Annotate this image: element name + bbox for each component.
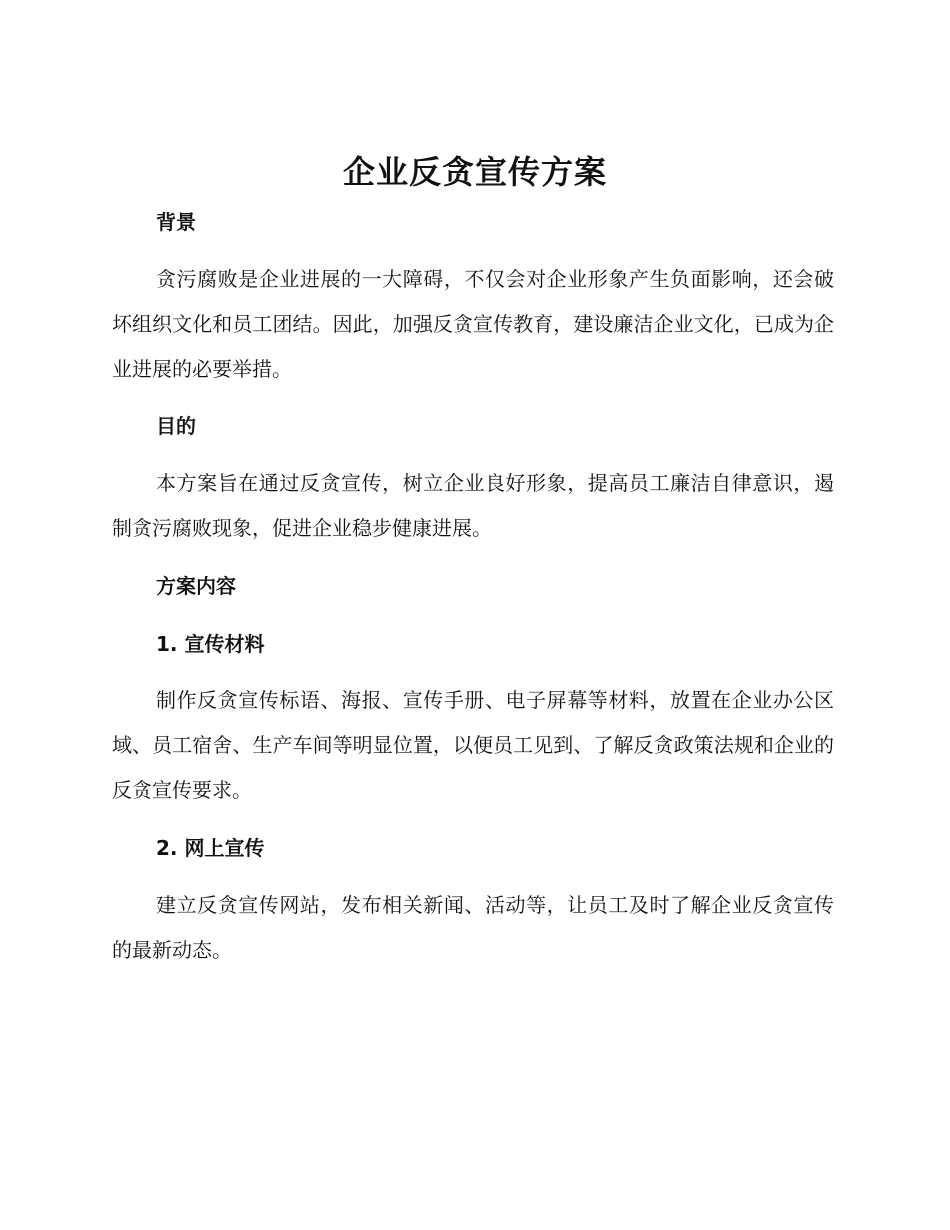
section-body-online: 建立反贪宣传网站，发布相关新闻、活动等，让员工及时了解企业反贪宣传的最新动态。 [112, 893, 834, 962]
document-title: 企业反贪宣传方案 [342, 153, 607, 191]
section-heading-plan-content: 方案内容 [156, 574, 236, 598]
section-body-background: 贪污腐败是企业进展的一大障碍，不仅会对企业形象产生负面影响，还会破坏组织文化和员工团结。因此，加强反贪宣传教育，建设廉洁企业文化，已成为企业进展的必要举措。 [112, 267, 834, 381]
section-heading-purpose: 目的 [156, 414, 196, 438]
section-heading-materials: 1. 宣传材料 [156, 632, 265, 656]
section-body-materials: 制作反贪宣传标语、海报、宣传手册、电子屏幕等材料，放置在企业办公区域、员工宿舍、生产车间等明显位置，以便员工见到、了解反贪政策法规和企业的反贪宣传要求。 [112, 688, 834, 802]
section-heading-online: 2. 网上宣传 [156, 836, 265, 860]
section-heading-background: 背景 [156, 210, 196, 234]
section-body-purpose: 本方案旨在通过反贪宣传，树立企业良好形象，提高员工廉洁自律意识，遏制贪污腐败现象，促进企业稳步健康进展。 [112, 471, 834, 540]
